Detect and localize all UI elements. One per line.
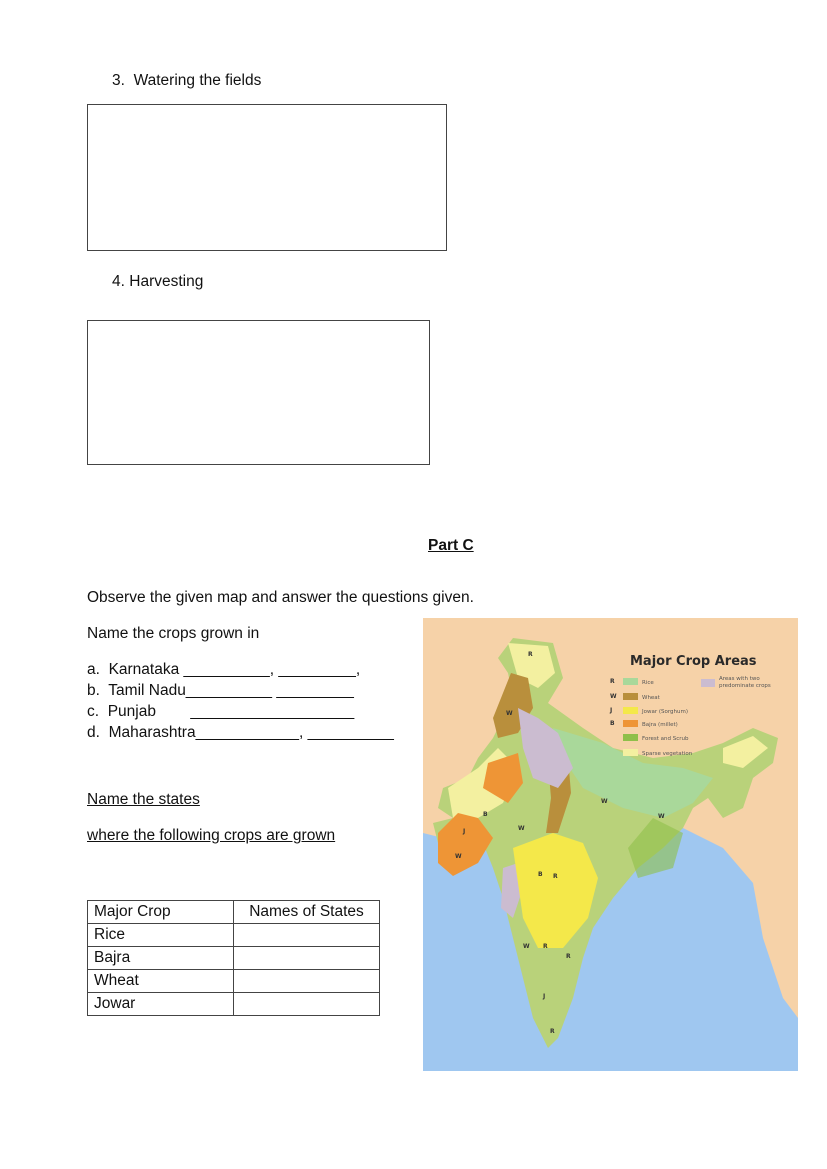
legend-two-crops-wrapper: [719, 676, 789, 696]
legend-swatch-jowar: [623, 707, 638, 714]
table-row: [88, 970, 380, 993]
legend-code: B: [610, 720, 615, 727]
crop-code-label: B: [483, 811, 488, 818]
crop-code-label: R: [528, 651, 533, 658]
table-header-row: [88, 901, 380, 924]
legend-label: Wheat: [642, 695, 660, 701]
table-row: [88, 924, 380, 947]
list-item: [87, 724, 394, 742]
question-2-prompt-line2: where the following crops are grown: [87, 827, 336, 844]
list-item: [87, 703, 354, 721]
crop-code-label: J: [463, 828, 466, 835]
legend-code: W: [610, 693, 617, 700]
india-crop-map: [423, 618, 798, 1071]
activity-label: Harvesting: [129, 273, 204, 290]
instruction-text: Observe the given map and answer the questions given.: [87, 589, 474, 606]
list-text: Maharashtra____________, __________: [108, 724, 394, 741]
legend-swatch-wheat: [623, 693, 638, 700]
legend-label: Bajra (millet): [642, 722, 678, 728]
legend-label: Rice: [642, 680, 654, 686]
crops-states-table: [87, 900, 380, 1016]
legend-label: Areas with two predominate crops: [719, 676, 771, 689]
legend-code: R: [610, 678, 615, 685]
list-text: Punjab ___________________: [107, 703, 355, 720]
activity-label: Watering the fields: [133, 72, 262, 89]
list-marker: d.: [87, 724, 100, 741]
header-major-crop: Major Crop: [88, 901, 234, 924]
legend-swatch-forest: [623, 734, 638, 741]
activity-3-heading: [112, 72, 261, 90]
crop-code-label: W: [601, 798, 608, 805]
crop-code-label: W: [523, 943, 530, 950]
list-marker: c.: [87, 703, 100, 720]
states-answer-cell[interactable]: [234, 993, 380, 1016]
legend-swatch-two-crops: [701, 679, 715, 687]
crop-cell: Bajra: [88, 947, 234, 970]
crop-cell: Jowar: [88, 993, 234, 1016]
states-answer-cell[interactable]: [234, 924, 380, 947]
crop-code-label: B: [538, 871, 543, 878]
legend-swatch-bajra: [623, 720, 638, 727]
header-names-of-states: Names of States: [234, 901, 380, 924]
crop-code-label: R: [566, 953, 571, 960]
legend-label: Sparse vegetation: [642, 751, 693, 757]
table-row: [88, 993, 380, 1016]
states-answer-cell[interactable]: [234, 947, 380, 970]
crop-code-label: W: [455, 853, 462, 860]
crop-cell: Wheat: [88, 970, 234, 993]
list-item: [87, 661, 360, 679]
list-marker: b.: [87, 682, 100, 699]
crop-code-label: W: [518, 825, 525, 832]
crop-cell: Rice: [88, 924, 234, 947]
crop-code-label: R: [553, 873, 558, 880]
question-1-prompt: Name the crops grown in: [87, 625, 260, 642]
legend-label: Forest and Scrub: [642, 736, 689, 742]
crop-code-label: R: [550, 1028, 555, 1035]
legend-swatch-sparse: [623, 749, 638, 756]
states-answer-cell[interactable]: [234, 970, 380, 993]
crop-code-label: J: [543, 993, 546, 1000]
crop-code-label: R: [543, 943, 548, 950]
map-title: Major Crop Areas: [630, 654, 757, 669]
list-text: Tamil Nadu__________ _________: [108, 682, 354, 699]
crop-code-label: W: [506, 710, 513, 717]
crop-code-label: W: [658, 813, 665, 820]
legend-label: Jowar (Sorghum): [642, 709, 688, 715]
list-item: [87, 682, 354, 700]
answer-box-watering[interactable]: [87, 104, 447, 251]
legend-code: J: [610, 707, 613, 714]
answer-box-harvesting[interactable]: [87, 320, 430, 465]
legend-swatch-rice: [623, 678, 638, 685]
question-2-prompt-line1: Name the states: [87, 791, 200, 808]
list-marker: a.: [87, 661, 100, 678]
activity-number: 3.: [112, 72, 125, 89]
list-text: Karnataka __________, _________,: [108, 661, 361, 678]
part-c-heading: Part C: [428, 537, 474, 554]
activity-number: 4.: [112, 273, 125, 290]
activity-4-heading: [112, 273, 203, 291]
table-row: [88, 947, 380, 970]
